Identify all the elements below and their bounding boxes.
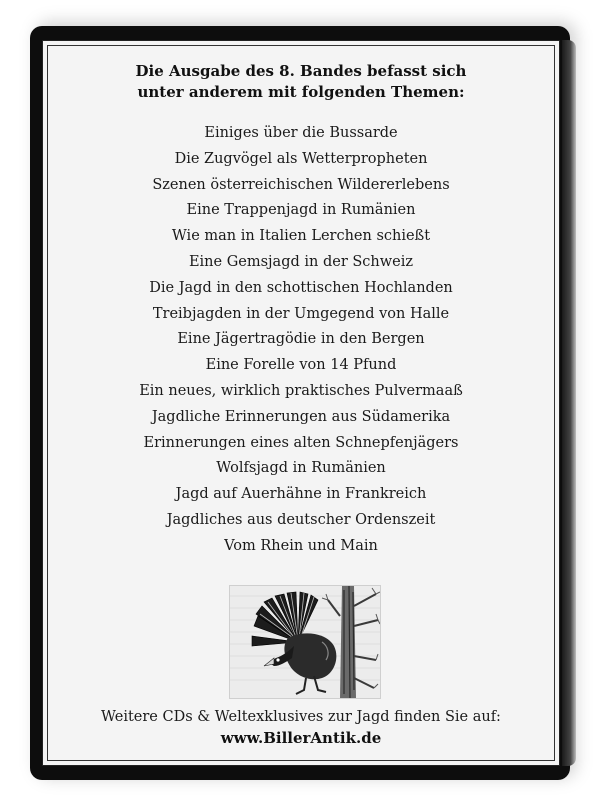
case-spine-edge [562,40,576,766]
topic-item: Wolfsjagd in Rumänien [216,460,386,477]
topic-item: Eine Forelle von 14 Pfund [205,357,397,374]
topic-item: Die Zugvögel als Wetterpropheten [174,150,428,167]
heading-line-2: unter anderem mit folgenden Themen: [137,83,465,101]
topic-item: Erinnerungen eines alten Schnepfenjägers [143,434,459,451]
topic-item: Ein neues, wirklich praktisches Pulvermaaß [139,382,463,399]
topic-item: Eine Jägertragödie in den Bergen [177,331,425,348]
topic-item: Einiges über die Bussarde [204,125,398,141]
capercaillie-illustration [229,585,381,699]
footer-text: Weitere CDs & Weltexklusives zur Jagd finden Sie auf: [101,709,501,725]
topic-item: Eine Trappenjagd in Rumänien [186,202,416,219]
topic-item: Jagdliche Erinnerungen aus Südamerika [151,408,451,425]
footer [43,707,559,749]
topic-item: Jagdliches aus deutscher Ordenszeit [166,511,436,528]
topic-item: Wie man in Italien Lerchen schießt [171,228,431,245]
topic-item: Jagd auf Auerhähne in Frankreich [175,486,427,503]
website-link[interactable]: www.BillerAntik.de [220,729,382,747]
cd-case [30,26,570,780]
topic-item: Treibjagden in der Umgegend von Halle [152,305,450,322]
capercaillie-engraving-icon [230,586,380,698]
topic-item: Szenen österreichischen Wildererlebens [152,176,450,193]
case-insert [42,40,560,766]
heading-line-1: Die Ausgabe des 8. Bandes befasst sich [135,62,467,80]
topic-item: Vom Rhein und Main [224,537,378,554]
topic-item: Die Jagd in den schottischen Hochlanden [149,279,453,296]
topic-item: Eine Gemsjagd in der Schweiz [188,253,414,270]
heading [43,61,559,103]
topic-list [43,121,559,560]
